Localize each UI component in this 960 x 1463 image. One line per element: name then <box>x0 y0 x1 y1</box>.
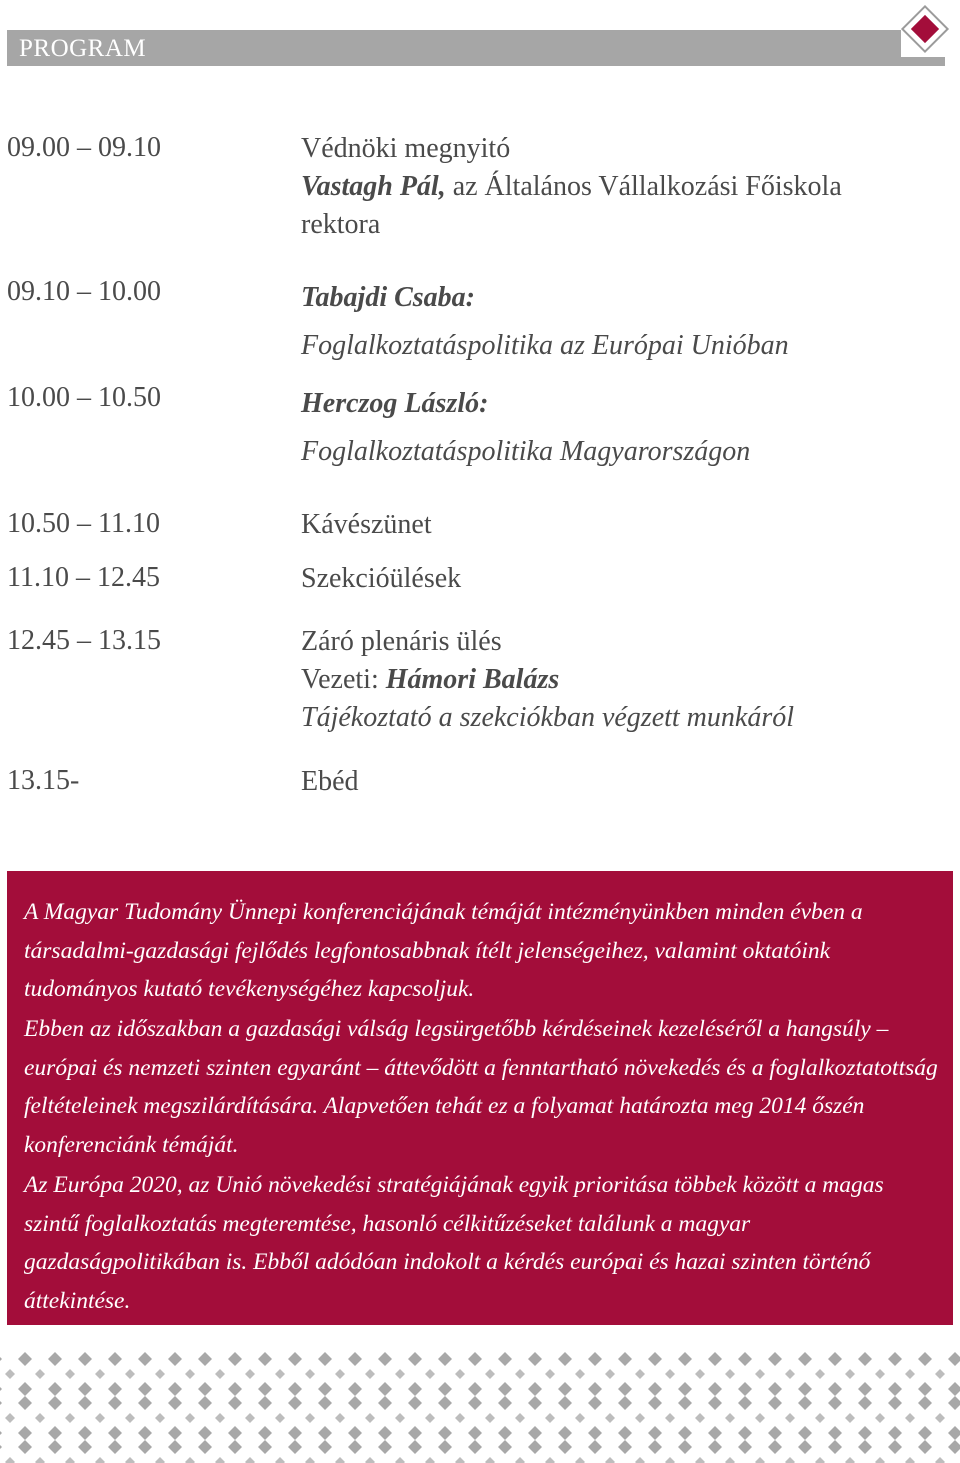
speaker-name: Tabajdi Csaba: <box>301 282 475 313</box>
decorative-diamond-pattern <box>0 1352 960 1463</box>
session-title: Védnöki megnyitó <box>301 133 511 164</box>
session-speaker-line <box>301 168 941 206</box>
speaker-role: rektora <box>301 209 381 240</box>
session-subtitle: Tájékoztató a szekciókban végzett munkáról <box>301 702 795 733</box>
time-slot: 13.15- <box>7 765 80 796</box>
time-slot: 09.00 – 09.10 <box>7 132 161 163</box>
page-title: PROGRAM <box>19 35 147 62</box>
speaker-affiliation: az Általános Vállalkozási Főiskola <box>445 171 842 202</box>
diamond-logo-icon <box>901 5 953 57</box>
time-slot: 12.45 – 13.15 <box>7 625 161 656</box>
info-paragraph-3: Az Európa 2020, az Unió növekedési stratégiájának egyik prioritása többek között a magas szintű foglalkoztatás megteremtése, hasonló célkitűzéseket találunk a magyar gazdaságpolitikában is. Ebből adódóan indokolt a kérdés európai és hazai szinten történő áttekintése. <box>24 1172 884 1314</box>
speaker-name: Vastagh Pál, <box>301 171 446 202</box>
session-title: Szekcióülések <box>301 563 462 594</box>
session-chair-line <box>301 661 941 699</box>
talk-topic: Foglalkoztatáspolitika Magyarországon <box>301 436 751 467</box>
chair-name: Hámori Balázs <box>385 664 560 695</box>
time-slot: 11.10 – 12.45 <box>7 562 160 593</box>
chair-label: Vezeti: <box>301 664 386 695</box>
session-title: Ebéd <box>301 766 359 797</box>
conference-info-box <box>7 871 953 1325</box>
program-header-bar <box>7 30 945 66</box>
info-paragraph-1: A Magyar Tudomány Ünnepi konferenciájának témáját intézményünkben minden évben a társadalmi-gazdasági fejlődés legfontosabbnak ítélt jelenségeihez, valamint oktatóink tudományos kutató tevékenységéhez kapcsoljuk. <box>24 899 863 1002</box>
time-slot: 09.10 – 10.00 <box>7 276 161 307</box>
time-slot: 10.50 – 11.10 <box>7 508 160 539</box>
session-title: Záró plenáris ülés <box>301 626 502 657</box>
info-paragraph-2: Ebben az időszakban a gazdasági válság legsürgetőbb kérdéseinek kezeléséről a hangsúly – európai és nemzeti szinten egyaránt – áttevődött a fenntartható növekedés és a foglalkoztatottság feltételeinek megszilárdítására. Alapvetően tehát ez a folyamat határozta meg 2014 őszén konferenciánk témáját. <box>24 1016 938 1158</box>
talk-topic: Foglalkoztatáspolitika az Európai Unióban <box>301 330 789 361</box>
time-slot: 10.00 – 10.50 <box>7 382 161 413</box>
session-title: Kávészünet <box>301 509 432 540</box>
speaker-name: Herczog László: <box>301 388 489 419</box>
